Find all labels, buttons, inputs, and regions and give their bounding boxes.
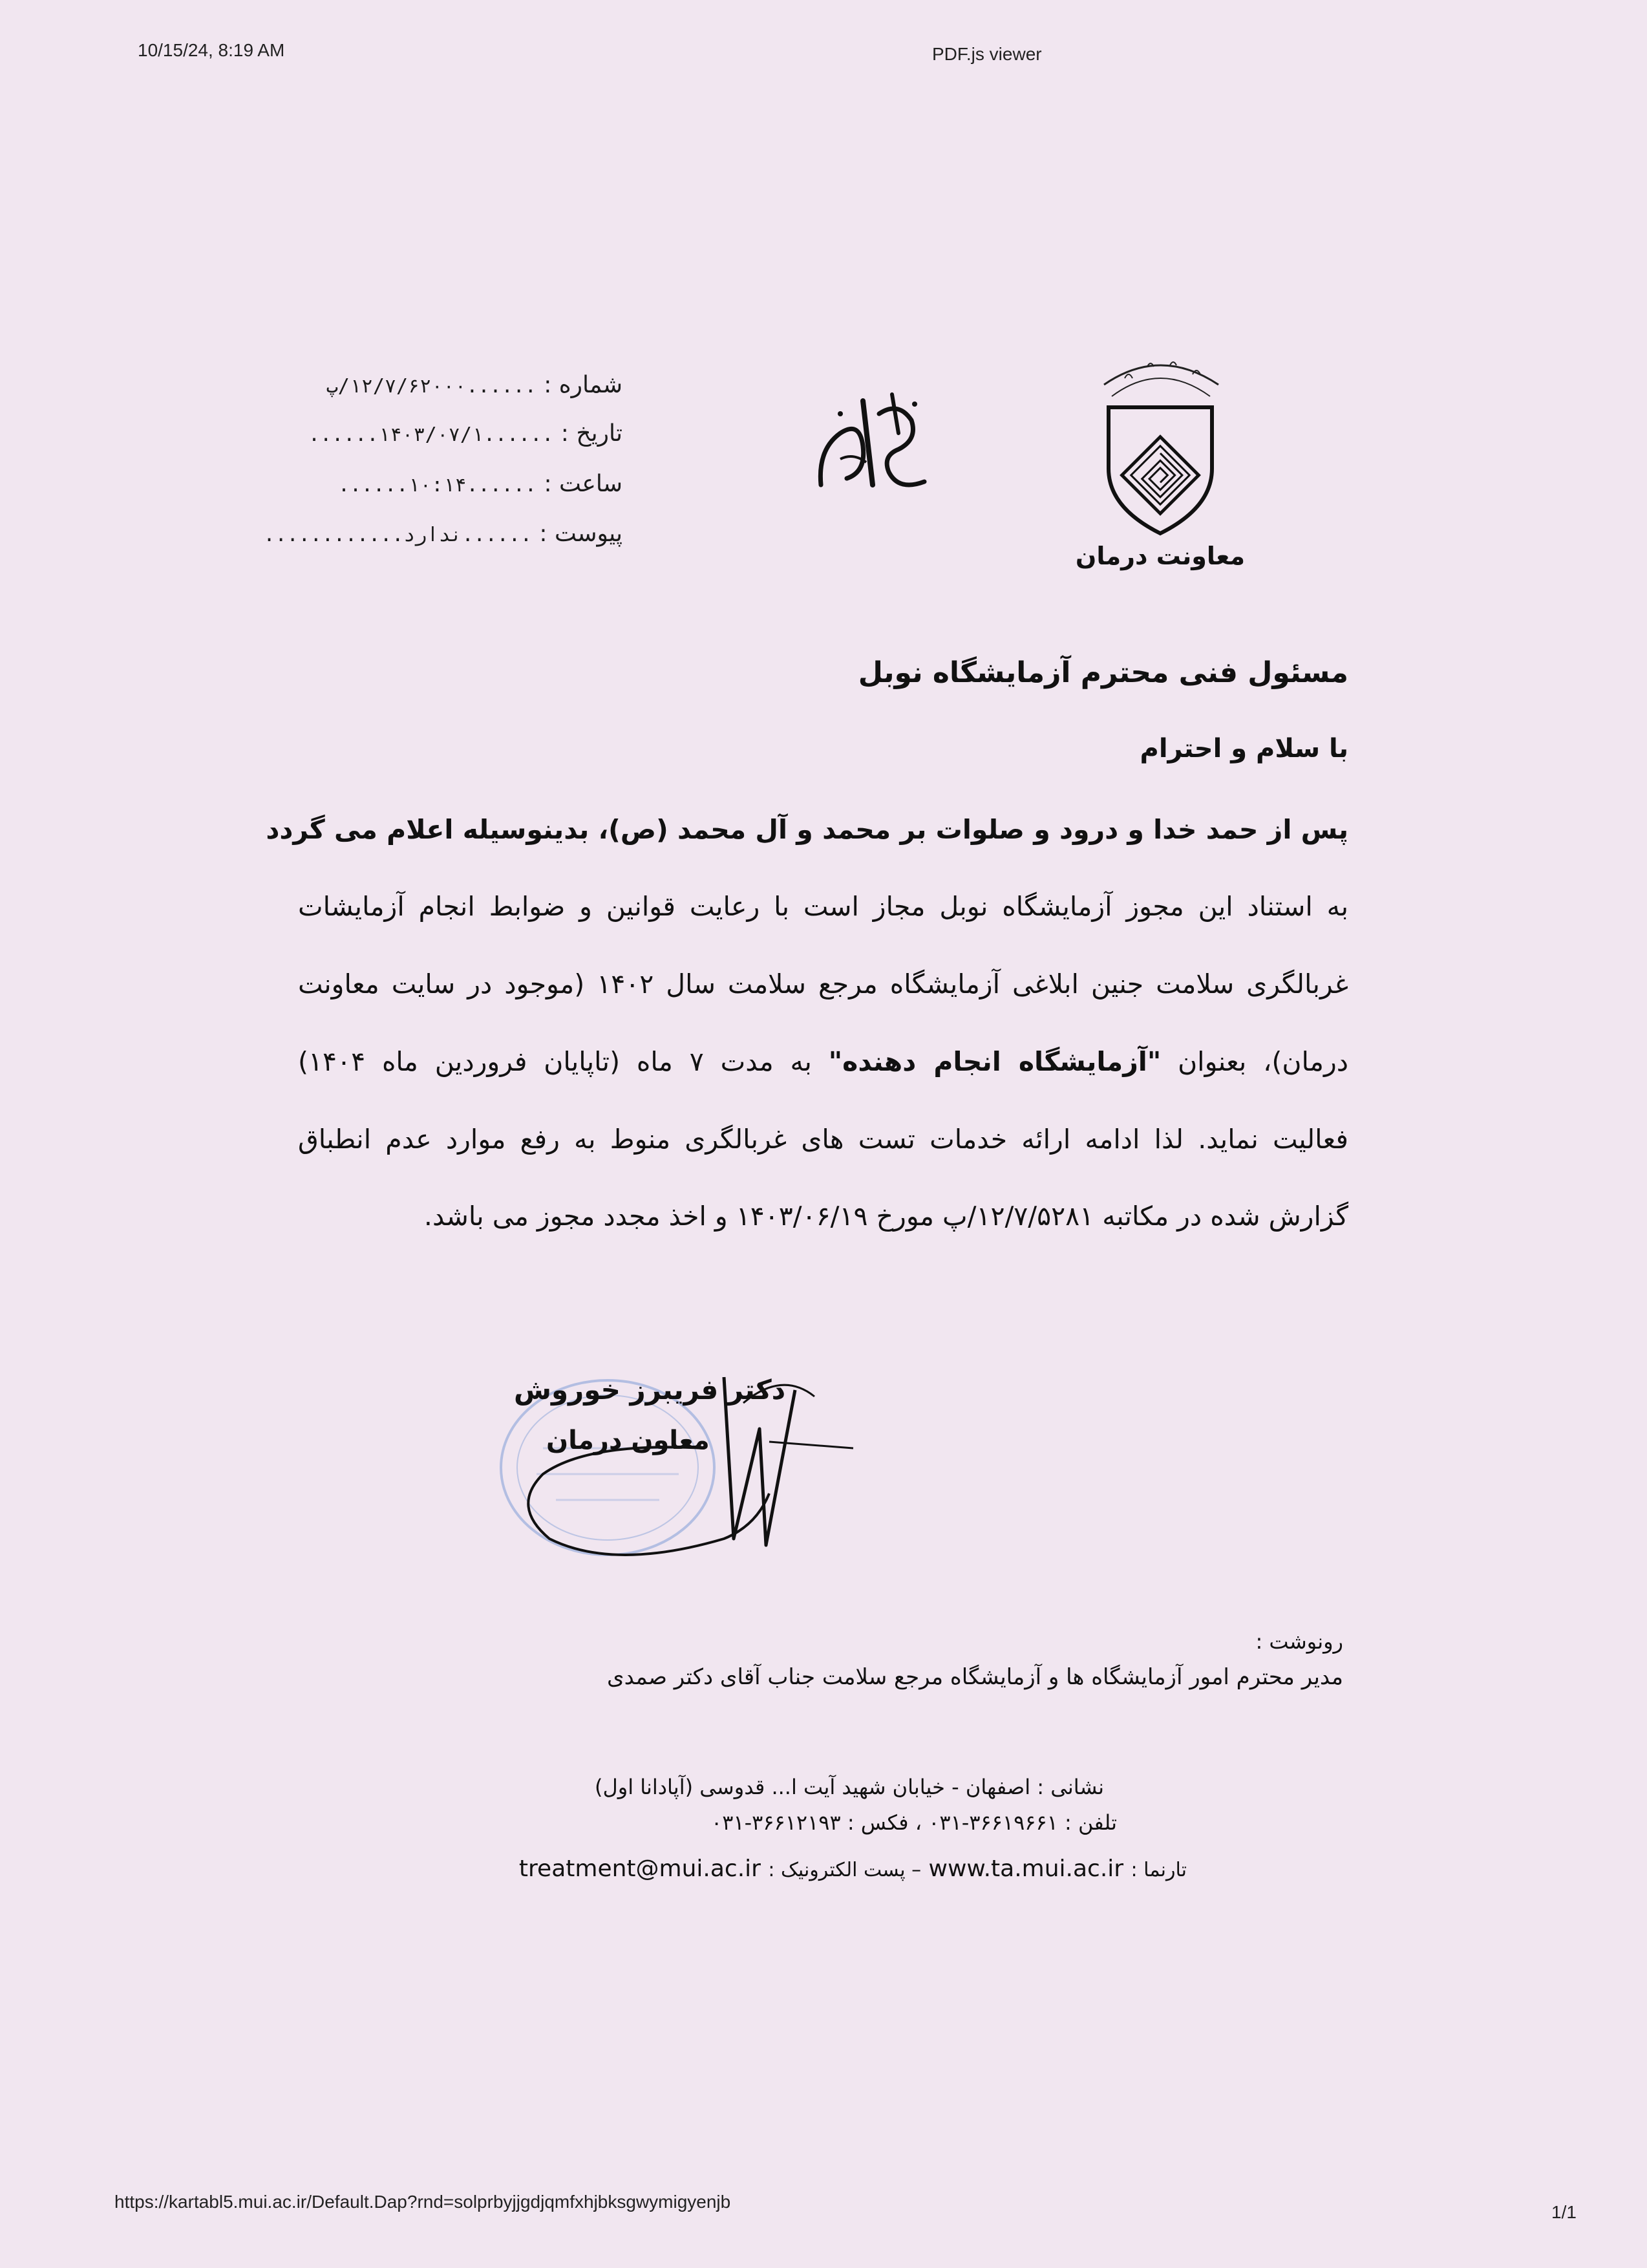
letter-greeting: با سلام و احترام: [1140, 734, 1348, 764]
letter-attachment-row: [264, 520, 622, 547]
university-logo: [1086, 346, 1235, 546]
letter-attachment-value: ......ندارد............: [263, 524, 532, 546]
letter-date-label: تاریخ :: [560, 420, 622, 447]
email-link[interactable]: treatment@mui.ac.ir: [518, 1856, 761, 1882]
footer-address: نشانی : اصفهان - خیابان شهید آیت ا... قدوسی (آپادانا اول): [595, 1775, 1104, 1799]
body-line-5: فعالیت نماید. لذا ادامه ارائه خدمات تست های غربالگری منوط به رفع موارد عدم انطباق: [298, 1124, 1348, 1155]
cc-label: رونوشت :: [1255, 1629, 1343, 1654]
print-timestamp: 10/15/24, 8:19 AM: [138, 40, 285, 60]
footer-phone: تلفن : ۳۶۶۱۹۶۶۱-۰۳۱ ، فکس : ۳۶۶۱۲۱۹۳-۰۳۱: [711, 1810, 1117, 1835]
letter-recipient: مسئول فنی محترم آزمایشگاه نوبل: [858, 656, 1348, 689]
email-label: – پست الکترونیک :: [768, 1859, 922, 1881]
page-count: 1/1: [1551, 2202, 1577, 2222]
footer-web-email: [519, 1856, 1187, 1882]
body-line-3: غربالگری سلامت جنین ابلاغی آزمایشگاه مرجع سلامت سال ۱۴۰۲ (موجود در سایت معاونت: [298, 968, 1348, 1000]
body-line-6: گزارش شده در مکاتبه ۱۲/۷/۵۲۸۱/پ مورخ ۱۴۰۳/۰۶/۱۹ و اخذ مجدد مجوز می باشد.: [423, 1201, 1348, 1232]
calligraphy-icon: [802, 388, 940, 501]
letter-time-value: ......۱۰:۱۴......: [337, 474, 537, 497]
body-line-4: [298, 1043, 1348, 1080]
university-emblem-icon: [1086, 346, 1235, 546]
body-line-2: به استناد این مجوز آزمایشگاه نوبل مجاز است با رعایت قوانین و ضوابط انجام آزمایشات: [298, 891, 1348, 922]
body-line-4-end: به مدت ۷ ماه (تاپایان فروردین ماه ۱۴۰۴): [298, 1046, 829, 1077]
signatory-title: معاون درمان: [546, 1426, 710, 1455]
letter-time-row: [338, 471, 622, 497]
letter-time-label: ساعت :: [544, 471, 622, 497]
viewer-title: PDF.js viewer: [932, 44, 1042, 64]
cc-recipient: مدیر محترم امور آزمایشگاه ها و آزمایشگاه مرجع سلامت جناب آقای دکتر صمدی: [606, 1664, 1343, 1690]
department-name: معاونت درمان: [1075, 542, 1246, 570]
website-label: تارنما :: [1131, 1859, 1187, 1881]
body-line-1: پس از حمد خدا و درود و صلوات بر محمد و آل محمد (ص)، بدینوسیله اعلام می گردد: [266, 814, 1348, 845]
letter-number-label: شماره :: [544, 372, 622, 398]
letter-date-row: [308, 420, 622, 447]
letter-number-row: [326, 372, 622, 398]
website-link[interactable]: www.ta.mui.ac.ir: [928, 1856, 1124, 1882]
print-url[interactable]: https://kartabl5.mui.ac.ir/Default.Dap?rnd=solprbyjjgdjqmfxhjbksgwymigyenjb: [114, 2192, 731, 2212]
besmeh-taala-calligraphy: [802, 388, 940, 501]
letter-attachment-label: پیوست :: [539, 520, 622, 547]
letter-number-value: ......۱۲/۷/۶۲۰۰۰/پ: [326, 375, 537, 398]
letter-date-value: ......۱۴۰۳/۰۷/۱......: [308, 423, 554, 446]
body-line-4-start: درمان)، بعنوان: [1161, 1046, 1349, 1077]
signatory-name: دکتر فریبرز خوروش: [514, 1374, 786, 1406]
performing-lab-phrase: "آزمایشگاه انجام دهنده": [828, 1046, 1162, 1077]
